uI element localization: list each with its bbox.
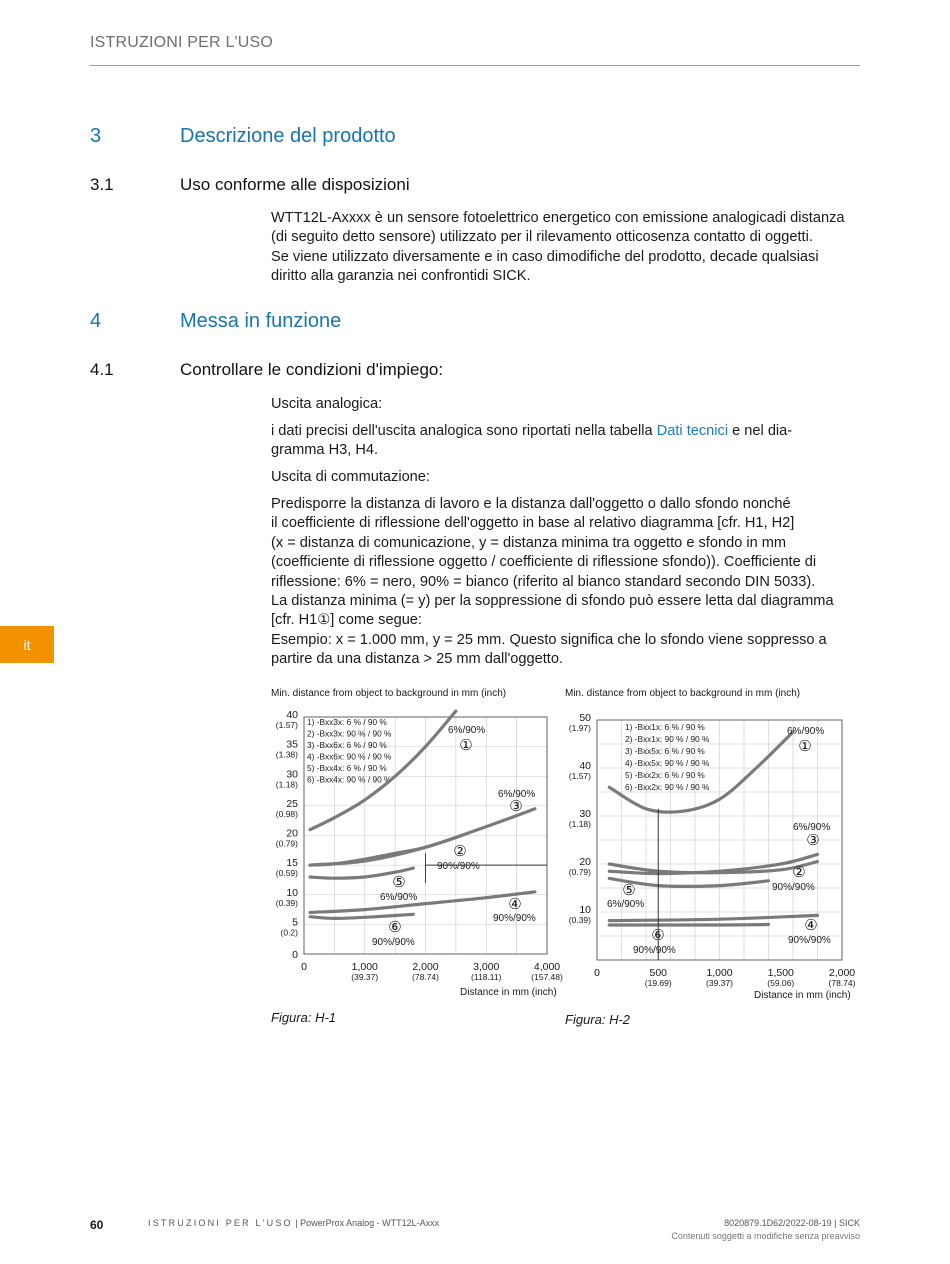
analog-output-paragraph xyxy=(271,422,863,461)
page-number: 60 xyxy=(90,1218,104,1232)
text-line: il coefficiente di riflessione dell'oggetto in base al relativo diagramma [cfr. H1, H2] xyxy=(271,515,795,532)
x-tick-sublabel: (39.37) xyxy=(706,978,733,988)
series-marker-4: ④ xyxy=(804,917,818,934)
text-line: (x = distanza di comunicazione, y = distanza minima tra oggetto e sfondo in mm xyxy=(271,534,787,551)
text-line: Esempio: x = 1.000 mm, y = 25 mm. Questo significa che lo sfondo viene soppresso a xyxy=(271,631,827,648)
series-marker-3: ③ xyxy=(509,798,523,815)
footer-disclaimer: Contenuti soggetti a modifiche senza preavviso xyxy=(671,1231,860,1241)
footer-doc-id: 8020879.1D62/2022-08-19 | SICK xyxy=(724,1218,860,1228)
y-tick-label: 10 xyxy=(286,886,298,899)
legend-entry: 3) -Bxx6x: 6 % / 90 % xyxy=(307,740,387,750)
text-fragment: e nel dia- xyxy=(728,423,793,439)
chart-h1 xyxy=(270,705,570,1005)
y-tick-sublabel: (0.59) xyxy=(275,868,298,879)
y-tick-label: 20 xyxy=(579,856,591,868)
chart-h2-title: Min. distance from object to background in mm (inch) xyxy=(565,688,801,699)
legend-entry: 6) -Bxx4x: 90 % / 90 % xyxy=(307,774,392,785)
text-line: [cfr. H1①] come segue: xyxy=(271,612,422,629)
legend-entry: 5) -Bxx2x: 6 % / 90 % xyxy=(625,770,705,780)
x-tick-label: 0 xyxy=(301,961,307,973)
chart-h1-title: Min. distance from object to background in mm (inch) xyxy=(271,688,507,699)
series-marker-4: ④ xyxy=(508,896,522,913)
y-tick-label: 30 xyxy=(579,808,591,820)
series-label-4: 90%/90% xyxy=(493,913,536,924)
text-line: Predisporre la distanza di lavoro e la distanza dall'oggetto o dallo sfondo nonché xyxy=(271,496,791,512)
series-label-3: 6%/90% xyxy=(793,822,831,833)
y-tick-sublabel: (0.98) xyxy=(275,808,298,819)
y-tick-sublabel: (0.79) xyxy=(275,838,298,849)
series-label-4: 90%/90% xyxy=(788,935,831,946)
series-curve-4 xyxy=(609,915,817,920)
section-title: Uso conforme alle disposizioni xyxy=(180,175,410,194)
header-divider xyxy=(90,65,860,66)
series-curve-6 xyxy=(609,925,768,926)
y-tick-sublabel: (0.2) xyxy=(280,927,298,938)
x-tick-label: 2,000 xyxy=(828,967,856,979)
text-line: La distanza minima (= y) per la soppressione di sfondo può essere letta dal diagramma xyxy=(271,593,834,610)
figure-h2-caption: Figura: H-2 xyxy=(565,1012,631,1027)
text-line: WTT12L-Axxxx è un sensore fotoelettrico energetico con emissione analogicadi distanza xyxy=(271,210,845,226)
y-tick-label: 30 xyxy=(286,768,298,781)
x-axis-label: Distance in mm (inch) xyxy=(754,990,851,1001)
technical-data-link[interactable]: Dati tecnici xyxy=(656,423,729,439)
x-tick-label: 4,000 xyxy=(533,961,561,973)
switching-output-label: Uscita di commutazione: xyxy=(271,469,430,485)
x-tick-sublabel: (78.74) xyxy=(828,978,856,988)
x-tick-sublabel: (78.74) xyxy=(412,972,439,982)
y-tick-label: 25 xyxy=(286,797,298,810)
series-label-6: 90%/90% xyxy=(633,945,676,956)
series-label-5: 6%/90% xyxy=(380,892,418,903)
legend-entry: 1) -Bxx3x: 6 % / 90 % xyxy=(307,717,387,727)
text-line: diritto alla garanzia nei confrontidi SICK. xyxy=(271,268,531,285)
section-number: 3.1 xyxy=(90,175,114,194)
series-marker-6: ⑥ xyxy=(388,919,402,936)
series-marker-2: ② xyxy=(453,843,467,860)
section-number: 4.1 xyxy=(90,360,114,379)
text-line: riflessione: 6% = nero, 90% = bianco (riferito al bianco standard secondo DIN 5033). xyxy=(271,573,816,590)
switching-output-paragraph xyxy=(271,495,863,670)
section-title: Messa in funzione xyxy=(180,310,342,332)
series-label-1: 6%/90% xyxy=(787,726,825,737)
x-tick-label: 1,000 xyxy=(706,967,733,979)
y-tick-label: 15 xyxy=(286,857,298,870)
text-line xyxy=(271,422,863,441)
y-tick-sublabel: (1.18) xyxy=(275,779,298,790)
y-tick-sublabel: (0.39) xyxy=(568,915,591,925)
series-label-5: 6%/90% xyxy=(607,899,645,910)
analog-output-label: Uscita analogica: xyxy=(271,396,383,412)
series-marker-1: ① xyxy=(798,738,812,755)
y-tick-sublabel: (1.18) xyxy=(568,819,591,829)
text-line: (di seguito detto sensore) utilizzato per il rilevamento otticosenza contatto di oggetti. xyxy=(271,229,813,246)
series-marker-3: ③ xyxy=(806,832,820,849)
text-line: gramma H3, H4. xyxy=(271,442,379,459)
y-tick-sublabel: (1.57) xyxy=(568,771,591,781)
legend-entry: 6) -Bxx2x: 90 % / 90 % xyxy=(625,782,710,792)
series-label-6: 90%/90% xyxy=(372,937,415,948)
y-tick-label: 10 xyxy=(579,904,591,916)
x-tick-label: 2,000 xyxy=(412,961,439,973)
chart-h2 xyxy=(563,705,863,1005)
series-curve-3 xyxy=(310,809,535,865)
series-curve-6 xyxy=(310,914,413,918)
x-tick-sublabel: (157.48) xyxy=(531,972,563,982)
footer-product: | PowerProx Analog - WTT12L-Axxx xyxy=(292,1218,440,1228)
y-tick-label: 40 xyxy=(286,709,298,721)
x-tick-label: 0 xyxy=(594,967,600,979)
y-tick-label: 20 xyxy=(286,827,298,840)
legend-entry: 4) -Bxx6x: 90 % / 90 % xyxy=(307,751,392,762)
text-line: Se viene utilizzato diversamente e in caso dimodifiche del prodotto, decade qualsiasi xyxy=(271,248,819,265)
series-label-1: 6%/90% xyxy=(448,725,486,736)
header-title: ISTRUZIONI PER L'USO xyxy=(90,34,274,51)
language-tab: it xyxy=(0,626,54,663)
y-tick-sublabel: (0.39) xyxy=(275,897,298,908)
y-tick-sublabel: (1.57) xyxy=(275,720,298,730)
legend-entry: 2) -Bxx3x: 90 % / 90 % xyxy=(307,728,392,739)
y-tick-sublabel: (0.79) xyxy=(568,867,591,877)
legend-entry: 2) -Bxx1x: 90 % / 90 % xyxy=(625,734,710,744)
x-tick-sublabel: (118.11) xyxy=(471,972,502,982)
x-tick-label: 1,500 xyxy=(767,967,794,979)
series-marker-5: ⑤ xyxy=(622,882,636,899)
y-tick-label: 40 xyxy=(579,760,591,772)
y-tick-label: 5 xyxy=(292,916,298,929)
x-tick-sublabel: (59.06) xyxy=(767,978,795,988)
section-number: 3 xyxy=(90,125,102,147)
x-tick-label: 3,000 xyxy=(473,961,500,973)
legend-entry: 4) -Bxx5x: 90 % / 90 % xyxy=(625,758,710,768)
text-line: (coefficiente di riflessione oggetto / coefficiente di riflessione sfondo)). Coefficiente di xyxy=(271,554,817,571)
text-line: partire da una distanza > 25 mm dall'oggetto. xyxy=(271,651,564,668)
y-tick-label: 50 xyxy=(579,712,591,724)
footer-doc-type: ISTRUZIONI PER L'USO xyxy=(148,1218,293,1228)
section-title: Controllare le condizioni d'impiego: xyxy=(180,360,444,379)
series-label-2: 90%/90% xyxy=(437,861,480,872)
section-title: Descrizione del prodotto xyxy=(180,125,396,147)
series-marker-5: ⑤ xyxy=(392,874,406,891)
legend-entry: 5) -Bxx4x: 6 % / 90 % xyxy=(307,763,387,773)
series-marker-1: ① xyxy=(459,737,473,754)
text-fragment: i dati precisi dell'uscita analogica sono riportati nella tabella xyxy=(271,423,657,439)
footer-document-title xyxy=(148,1218,439,1228)
figure-h1-caption: Figura: H-1 xyxy=(271,1010,337,1025)
x-tick-label: 1,000 xyxy=(351,961,378,973)
series-label-2: 90%/90% xyxy=(772,882,815,893)
y-tick-label: 35 xyxy=(286,738,298,751)
section-number: 4 xyxy=(90,310,102,332)
intended-use-paragraph xyxy=(271,209,863,287)
x-axis-label: Distance in mm (inch) xyxy=(460,987,557,998)
series-marker-2: ② xyxy=(792,864,806,881)
legend-entry: 1) -Bxx1x: 6 % / 90 % xyxy=(625,722,705,732)
y-tick-sublabel: (1.97) xyxy=(568,723,591,733)
x-tick-sublabel: (39.37) xyxy=(351,972,379,982)
y-tick-label: 0 xyxy=(292,949,298,961)
legend-entry: 3) -Bxx5x: 6 % / 90 % xyxy=(625,746,705,756)
x-tick-label: 500 xyxy=(649,967,668,979)
series-label-3: 6%/90% xyxy=(498,789,536,800)
x-tick-sublabel: (19.69) xyxy=(644,978,672,988)
y-tick-sublabel: (1.38) xyxy=(275,749,298,760)
series-marker-6: ⑥ xyxy=(651,927,665,944)
